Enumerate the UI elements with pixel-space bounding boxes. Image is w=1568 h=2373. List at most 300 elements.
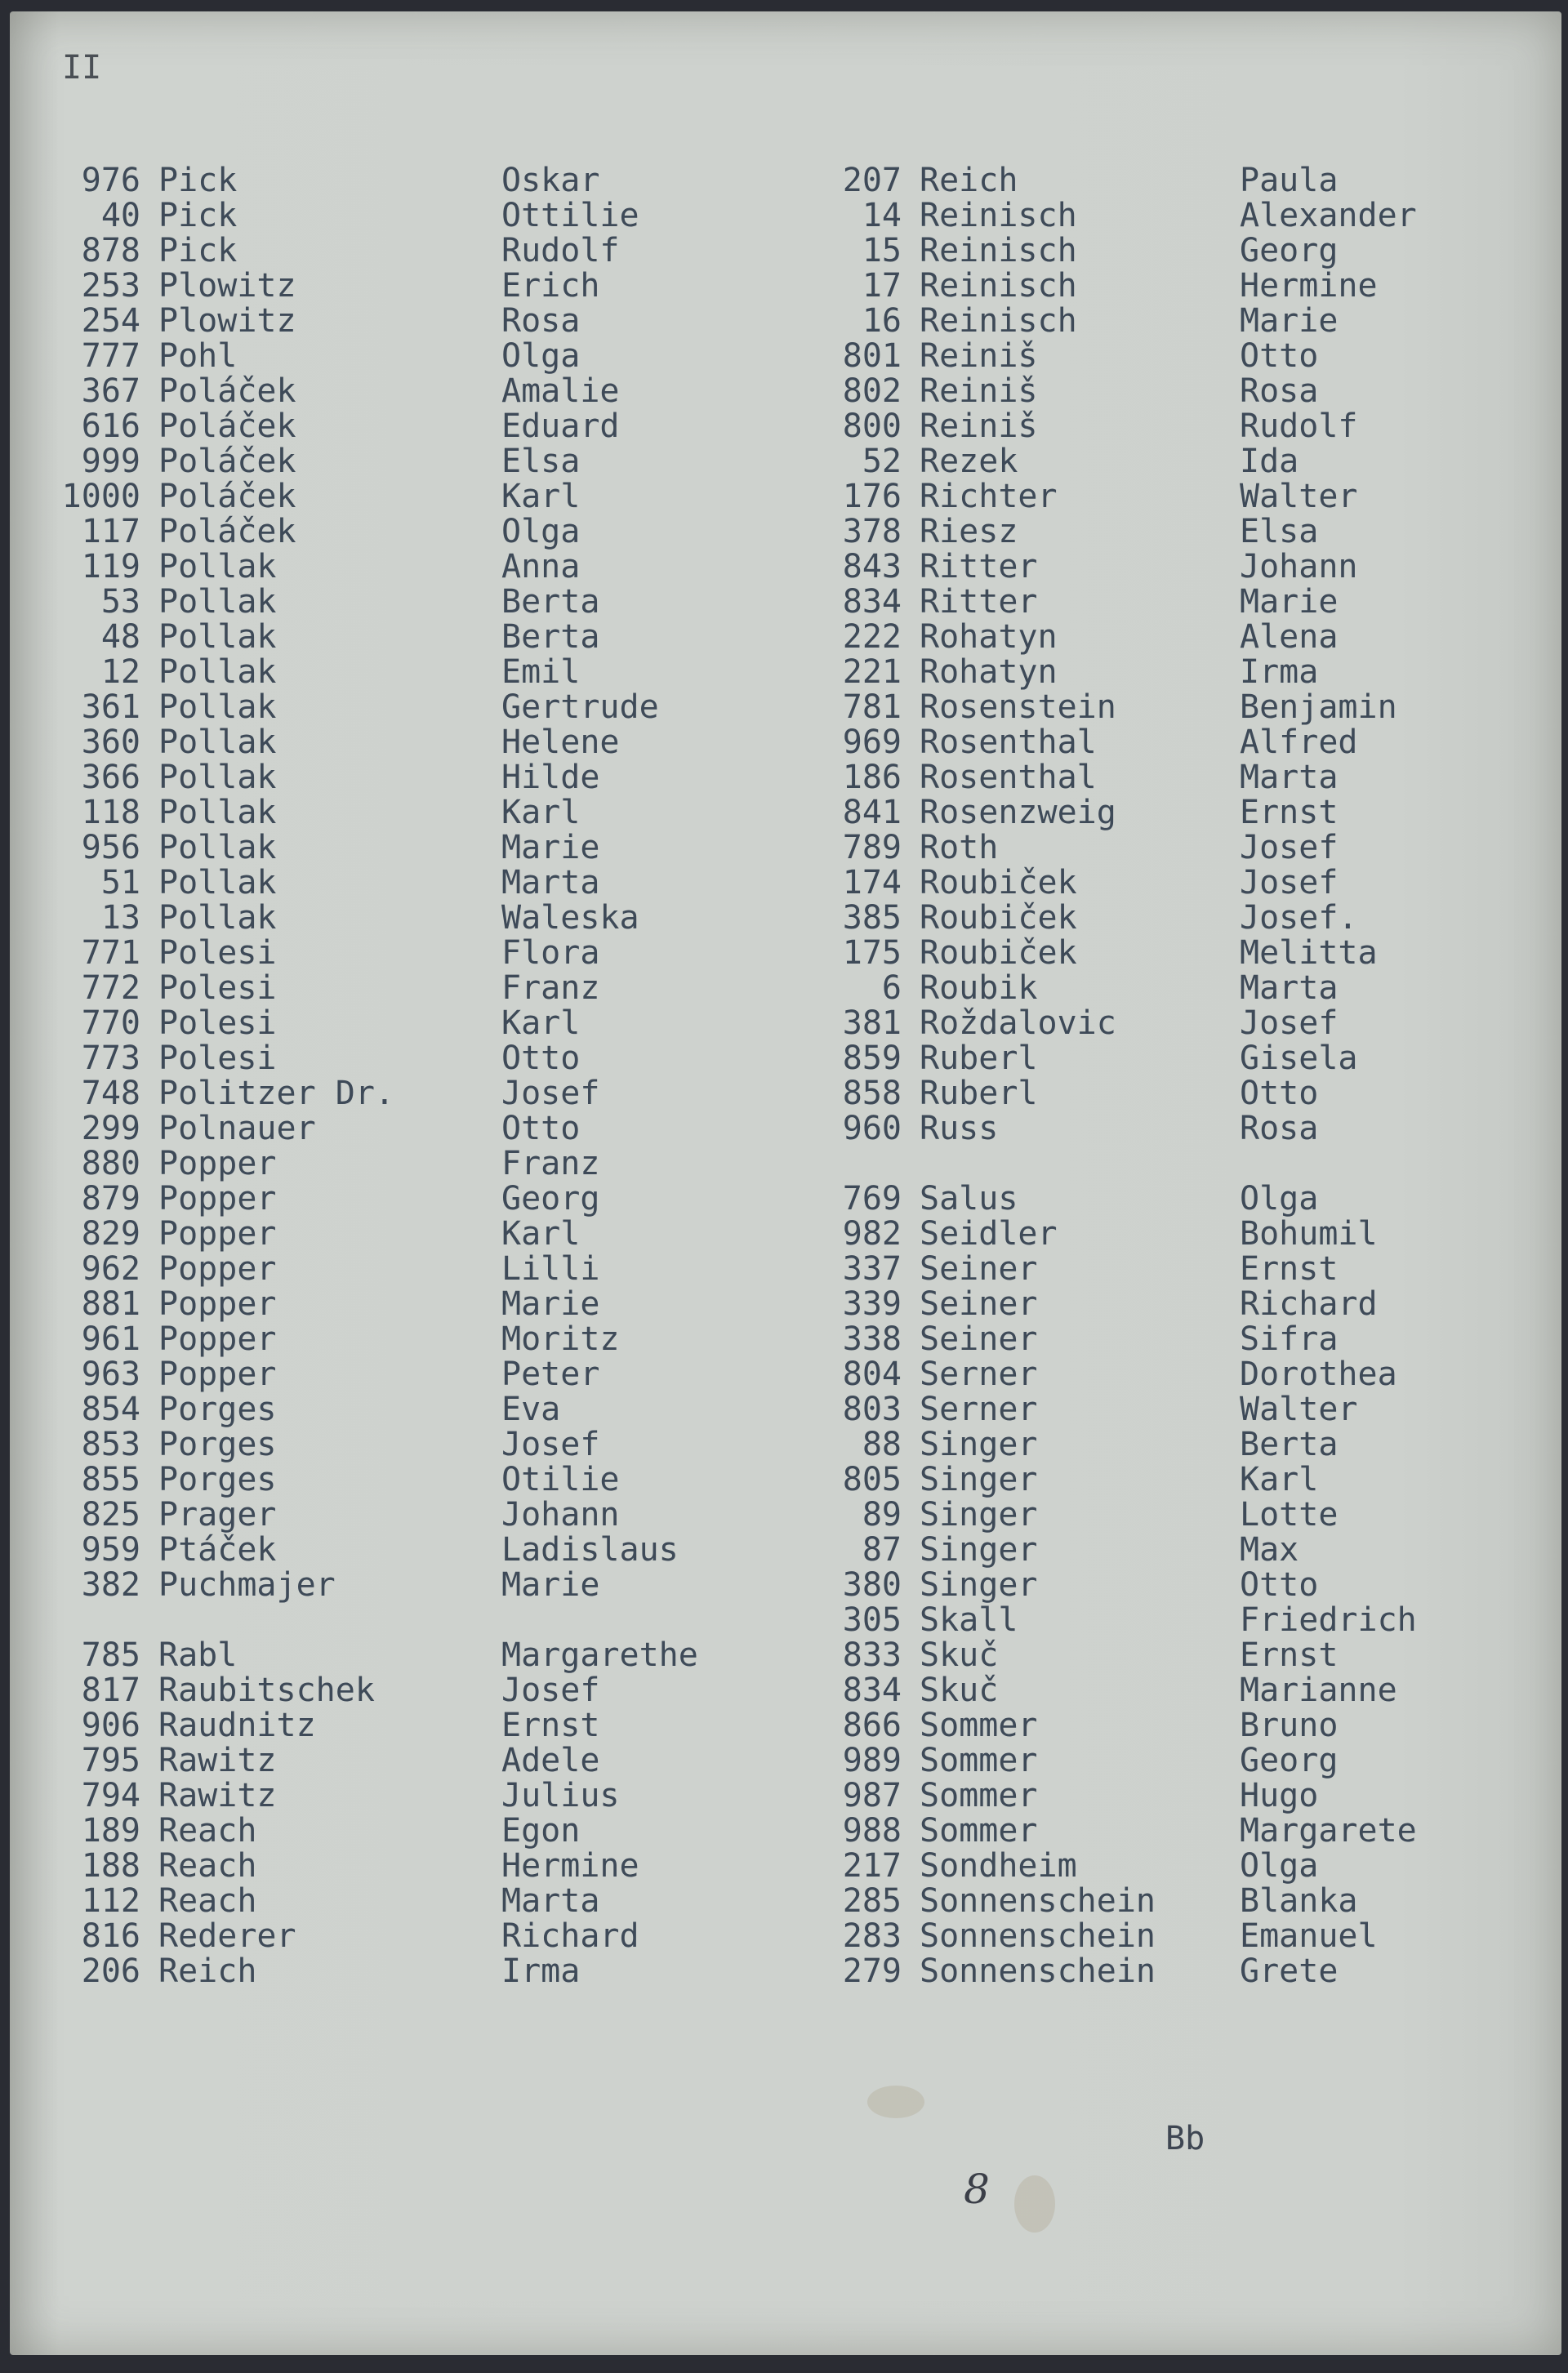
handwritten-page-number: 8 — [964, 2166, 990, 2213]
list-entry-row — [794, 655, 1509, 690]
entry-surname: Plowitz — [158, 267, 296, 305]
list-entry-row — [34, 830, 771, 866]
entry-surname: Popper — [158, 1250, 277, 1288]
entry-given-name: Blanka — [1240, 1882, 1358, 1920]
entry-given-name: Johann — [1240, 548, 1358, 585]
entry-number: 254 — [81, 302, 140, 340]
entry-given-name: Olga — [1240, 1847, 1319, 1885]
list-entry-row — [794, 1463, 1509, 1498]
entry-given-name: Berta — [501, 583, 600, 621]
entry-number: 982 — [842, 1215, 902, 1253]
list-entry-row — [794, 1357, 1509, 1392]
entry-surname: Sondheim — [920, 1847, 1077, 1885]
entry-given-name: Gisela — [1240, 1040, 1358, 1077]
paper-stain — [867, 2086, 924, 2118]
entry-surname: Popper — [158, 1215, 277, 1253]
entry-surname: Rosenstein — [920, 688, 1116, 726]
entry-surname: Rosenthal — [920, 759, 1097, 796]
entry-number: 378 — [842, 513, 902, 550]
entry-number: 960 — [842, 1110, 902, 1147]
entry-number: 221 — [842, 653, 902, 691]
entry-surname: Seiner — [920, 1285, 1038, 1323]
entry-number: 189 — [81, 1812, 140, 1850]
list-entry-row — [34, 760, 771, 795]
entry-surname: Ritter — [920, 583, 1038, 621]
entry-given-name: Melitta — [1240, 934, 1378, 972]
list-entry-row — [794, 620, 1509, 655]
entry-surname: Rabl — [158, 1636, 238, 1674]
entry-surname: Poláček — [158, 407, 296, 445]
list-entry-row — [34, 1322, 771, 1357]
entry-number: 6 — [881, 969, 902, 1007]
list-entry-row — [794, 1533, 1509, 1568]
entry-number: 816 — [81, 1917, 140, 1955]
entry-given-name: Josef — [501, 1672, 600, 1709]
list-entry-row — [34, 1427, 771, 1463]
list-entry-row — [34, 1357, 771, 1392]
entry-number: 207 — [842, 162, 902, 199]
entry-given-name: Emil — [501, 653, 581, 691]
entry-surname: Sonnenschein — [920, 1917, 1156, 1955]
list-entry-row — [34, 1392, 771, 1427]
entry-surname: Porges — [158, 1426, 277, 1463]
entry-number: 834 — [842, 1672, 902, 1709]
entry-number: 795 — [81, 1742, 140, 1779]
entry-given-name: Julius — [501, 1777, 620, 1814]
entry-number: 771 — [81, 934, 140, 972]
entry-number: 382 — [81, 1566, 140, 1604]
list-entry-row — [794, 1111, 1509, 1146]
entry-surname: Poláček — [158, 372, 296, 410]
entry-given-name: Alexander — [1240, 197, 1417, 234]
entry-number: 361 — [81, 688, 140, 726]
entry-given-name: Berta — [501, 618, 600, 656]
entry-number: 841 — [842, 794, 902, 831]
entry-given-name: Walter — [1240, 1391, 1358, 1428]
name-list-left-column — [34, 163, 771, 1989]
entry-number: 804 — [842, 1356, 902, 1393]
entry-surname: Porges — [158, 1461, 277, 1498]
entry-number: 338 — [842, 1320, 902, 1358]
entry-number: 15 — [862, 232, 902, 269]
entry-surname: Pohl — [158, 337, 238, 375]
list-entry-row — [34, 1884, 771, 1919]
entry-surname: Sonnenschein — [920, 1952, 1156, 1990]
list-entry-row — [794, 1392, 1509, 1427]
entry-surname: Rohatyn — [920, 653, 1058, 691]
entry-given-name: Helene — [501, 723, 620, 761]
entry-surname: Rederer — [158, 1917, 296, 1955]
list-entry-row — [794, 1849, 1509, 1884]
entry-surname: Singer — [920, 1496, 1038, 1534]
entry-surname: Pollak — [158, 723, 277, 761]
list-entry-row — [794, 1603, 1509, 1638]
name-list-right-column — [794, 163, 1509, 1989]
list-entry-row — [34, 620, 771, 655]
list-entry-row — [794, 1673, 1509, 1708]
entry-given-name: Oskar — [501, 162, 600, 199]
list-entry-row — [34, 234, 771, 269]
entry-surname: Reinisch — [920, 197, 1077, 234]
entry-given-name: Adele — [501, 1742, 600, 1779]
list-entry-row — [794, 1498, 1509, 1533]
entry-given-name: Eva — [501, 1391, 561, 1428]
entry-surname: Ptáček — [158, 1531, 277, 1569]
list-entry-row — [794, 1076, 1509, 1111]
list-entry-row — [34, 1814, 771, 1849]
entry-number: 770 — [81, 1004, 140, 1042]
list-entry-row — [34, 1743, 771, 1779]
entry-given-name: Bruno — [1240, 1707, 1339, 1744]
list-entry-row — [34, 655, 771, 690]
entry-number: 800 — [842, 407, 902, 445]
entry-surname: Rosenzweig — [920, 794, 1116, 831]
entry-given-name: Marianne — [1240, 1672, 1397, 1709]
entry-surname: Porges — [158, 1391, 277, 1428]
list-entry-row — [34, 1252, 771, 1287]
list-entry-row — [794, 339, 1509, 374]
list-entry-row — [794, 374, 1509, 409]
entry-surname: Popper — [158, 1285, 277, 1323]
entry-given-name: Rosa — [501, 302, 581, 340]
entry-given-name: Erich — [501, 267, 600, 305]
entry-given-name: Grete — [1240, 1952, 1339, 1990]
entry-number: 969 — [842, 723, 902, 761]
entry-given-name: Olga — [501, 513, 581, 550]
entry-surname: Reiniš — [920, 407, 1038, 445]
entry-given-name: Elsa — [501, 443, 581, 480]
entry-number: 40 — [100, 197, 140, 234]
list-entry-row — [794, 479, 1509, 514]
entry-surname: Pick — [158, 162, 238, 199]
list-entry-row — [34, 409, 771, 444]
entry-number: 14 — [862, 197, 902, 234]
entry-surname: Skall — [920, 1601, 1018, 1639]
list-entry-row — [794, 198, 1509, 234]
list-entry-row — [794, 971, 1509, 1006]
entry-surname: Rosenthal — [920, 723, 1097, 761]
entry-surname: Sommer — [920, 1742, 1038, 1779]
entry-surname: Roubiček — [920, 934, 1077, 972]
entry-number: 616 — [81, 407, 140, 445]
entry-surname: Singer — [920, 1461, 1038, 1498]
entry-surname: Sommer — [920, 1812, 1038, 1850]
entry-number: 834 — [842, 583, 902, 621]
list-entry-row — [34, 901, 771, 936]
entry-given-name: Otto — [1240, 337, 1319, 375]
entry-given-name: Lilli — [501, 1250, 600, 1288]
entry-number: 17 — [862, 267, 902, 305]
entry-number: 118 — [81, 794, 140, 831]
entry-given-name: Josef. — [1240, 899, 1358, 937]
entry-number: 801 — [842, 337, 902, 375]
footer-mark: Bb — [1165, 2120, 1205, 2157]
list-entry-row — [34, 1533, 771, 1568]
entry-given-name: Ernst — [1240, 1636, 1339, 1674]
entry-number: 987 — [842, 1777, 902, 1814]
entry-number: 337 — [842, 1250, 902, 1288]
list-entry-row — [794, 936, 1509, 971]
entry-surname: Raudnitz — [158, 1707, 316, 1744]
section-gap — [34, 1603, 771, 1638]
entry-given-name: Otto — [1240, 1566, 1319, 1604]
entry-surname: Popper — [158, 1145, 277, 1182]
entry-given-name: Peter — [501, 1356, 600, 1393]
entry-surname: Serner — [920, 1356, 1038, 1393]
list-entry-row — [794, 1638, 1509, 1673]
entry-given-name: Olga — [501, 337, 581, 375]
entry-number: 366 — [81, 759, 140, 796]
list-entry-row — [794, 585, 1509, 620]
list-entry-row — [34, 1463, 771, 1498]
list-entry-row — [34, 1568, 771, 1603]
entry-number: 956 — [81, 829, 140, 866]
entry-given-name: Karl — [1240, 1461, 1319, 1498]
entry-given-name: Georg — [1240, 232, 1339, 269]
list-entry-row — [34, 971, 771, 1006]
entry-number: 305 — [842, 1601, 902, 1639]
entry-number: 962 — [81, 1250, 140, 1288]
entry-surname: Ruberl — [920, 1040, 1038, 1077]
entry-given-name: Elsa — [1240, 513, 1319, 550]
entry-number: 773 — [81, 1040, 140, 1077]
entry-given-name: Johann — [501, 1496, 620, 1534]
entry-number: 959 — [81, 1531, 140, 1569]
entry-number: 859 — [842, 1040, 902, 1077]
entry-given-name: Ernst — [1240, 1250, 1339, 1288]
entry-surname: Reiniš — [920, 337, 1038, 375]
entry-number: 1000 — [61, 478, 140, 515]
entry-given-name: Otto — [1240, 1075, 1319, 1112]
list-entry-row — [34, 1146, 771, 1182]
entry-given-name: Josef — [501, 1426, 600, 1463]
entry-number: 299 — [81, 1110, 140, 1147]
list-entry-row — [34, 725, 771, 760]
entry-given-name: Emanuel — [1240, 1917, 1378, 1955]
entry-number: 999 — [81, 443, 140, 480]
entry-surname: Russ — [920, 1110, 999, 1147]
entry-number: 285 — [842, 1882, 902, 1920]
list-entry-row — [34, 1779, 771, 1814]
entry-surname: Roubiček — [920, 864, 1077, 902]
list-entry-row — [794, 1743, 1509, 1779]
entry-number: 48 — [100, 618, 140, 656]
list-entry-row — [794, 1779, 1509, 1814]
entry-surname: Reich — [158, 1952, 257, 1990]
entry-surname: Pollak — [158, 688, 277, 726]
list-entry-row — [34, 479, 771, 514]
entry-given-name: Anna — [501, 548, 581, 585]
entry-given-name: Bohumil — [1240, 1215, 1378, 1253]
entry-surname: Politzer Dr. — [158, 1075, 394, 1112]
entry-surname: Roth — [920, 829, 999, 866]
entry-number: 51 — [100, 864, 140, 902]
entry-given-name: Alfred — [1240, 723, 1358, 761]
entry-number: 12 — [100, 653, 140, 691]
entry-surname: Reinisch — [920, 302, 1077, 340]
entry-given-name: Franz — [501, 1145, 600, 1182]
entry-number: 174 — [842, 864, 902, 902]
list-entry-row — [794, 1006, 1509, 1041]
list-entry-row — [794, 690, 1509, 725]
entry-number: 879 — [81, 1180, 140, 1218]
entry-number: 988 — [842, 1812, 902, 1850]
list-entry-row — [34, 1638, 771, 1673]
list-entry-row — [34, 936, 771, 971]
entry-surname: Pollak — [158, 794, 277, 831]
list-entry-row — [34, 795, 771, 830]
list-entry-row — [34, 1919, 771, 1954]
entry-given-name: Josef — [1240, 864, 1339, 902]
entry-given-name: Marie — [1240, 583, 1339, 621]
entry-surname: Singer — [920, 1566, 1038, 1604]
entry-given-name: Dorothea — [1240, 1356, 1397, 1393]
entry-given-name: Friedrich — [1240, 1601, 1417, 1639]
entry-surname: Raubitschek — [158, 1672, 375, 1709]
list-entry-row — [34, 444, 771, 479]
entry-number: 117 — [81, 513, 140, 550]
entry-number: 283 — [842, 1917, 902, 1955]
entry-number: 817 — [81, 1672, 140, 1709]
entry-number: 858 — [842, 1075, 902, 1112]
list-entry-row — [794, 830, 1509, 866]
list-entry-row — [794, 1041, 1509, 1076]
entry-surname: Pollak — [158, 864, 277, 902]
entry-surname: Polesi — [158, 1004, 277, 1042]
list-entry-row — [34, 514, 771, 550]
entry-surname: Skuč — [920, 1672, 999, 1709]
entry-given-name: Moritz — [501, 1320, 620, 1358]
entry-given-name: Karl — [501, 794, 581, 831]
entry-surname: Riesz — [920, 513, 1018, 550]
entry-number: 88 — [862, 1426, 902, 1463]
entry-number: 880 — [81, 1145, 140, 1182]
entry-given-name: Max — [1240, 1531, 1299, 1569]
entry-number: 853 — [81, 1426, 140, 1463]
list-entry-row — [794, 725, 1509, 760]
entry-number: 989 — [842, 1742, 902, 1779]
entry-number: 906 — [81, 1707, 140, 1744]
entry-surname: Rohatyn — [920, 618, 1058, 656]
entry-number: 881 — [81, 1285, 140, 1323]
entry-given-name: Richard — [501, 1917, 639, 1955]
entry-given-name: Gertrude — [501, 688, 659, 726]
entry-given-name: Rudolf — [1240, 407, 1358, 445]
entry-given-name: Marie — [501, 1285, 600, 1323]
entry-surname: Seidler — [920, 1215, 1058, 1253]
entry-surname: Sommer — [920, 1777, 1038, 1814]
entry-given-name: Otto — [501, 1110, 581, 1147]
list-entry-row — [34, 304, 771, 339]
entry-number: 976 — [81, 162, 140, 199]
entry-number: 769 — [842, 1180, 902, 1218]
entry-surname: Reach — [158, 1847, 257, 1885]
entry-surname: Pollak — [158, 759, 277, 796]
entry-given-name: Franz — [501, 969, 600, 1007]
entry-number: 188 — [81, 1847, 140, 1885]
entry-surname: Rezek — [920, 443, 1018, 480]
entry-given-name: Hermine — [501, 1847, 639, 1885]
entry-given-name: Waleska — [501, 899, 639, 937]
entry-given-name: Paula — [1240, 162, 1339, 199]
entry-surname: Poláček — [158, 513, 296, 550]
entry-given-name: Marta — [1240, 969, 1339, 1007]
entry-given-name: Karl — [501, 1004, 581, 1042]
entry-given-name: Richard — [1240, 1285, 1378, 1323]
entry-surname: Reach — [158, 1882, 257, 1920]
list-entry-row — [34, 1182, 771, 1217]
list-entry-row — [34, 1076, 771, 1111]
entry-surname: Popper — [158, 1320, 277, 1358]
list-entry-row — [34, 269, 771, 304]
entry-surname: Ruberl — [920, 1075, 1038, 1112]
entry-surname: Sommer — [920, 1707, 1038, 1744]
entry-surname: Pollak — [158, 829, 277, 866]
entry-surname: Pick — [158, 197, 238, 234]
entry-surname: Rawitz — [158, 1777, 277, 1814]
entry-surname: Polesi — [158, 1040, 277, 1077]
entry-given-name: Egon — [501, 1812, 581, 1850]
entry-given-name: Benjamin — [1240, 688, 1397, 726]
entry-number: 805 — [842, 1461, 902, 1498]
entry-given-name: Rosa — [1240, 372, 1319, 410]
entry-number: 217 — [842, 1847, 902, 1885]
entry-given-name: Marie — [501, 1566, 600, 1604]
paper-stain — [1014, 2175, 1055, 2233]
list-entry-row — [794, 1427, 1509, 1463]
entry-number: 87 — [862, 1531, 902, 1569]
entry-given-name: Marta — [1240, 759, 1339, 796]
entry-number: 380 — [842, 1566, 902, 1604]
entry-number: 89 — [862, 1496, 902, 1534]
entry-number: 53 — [100, 583, 140, 621]
entry-given-name: Lotte — [1240, 1496, 1339, 1534]
page-section-marker: II — [62, 49, 102, 87]
list-entry-row — [794, 1322, 1509, 1357]
entry-number: 825 — [81, 1496, 140, 1534]
entry-surname: Roždalovic — [920, 1004, 1116, 1042]
list-entry-row — [34, 550, 771, 585]
entry-surname: Poláček — [158, 478, 296, 515]
list-entry-row — [794, 444, 1509, 479]
list-entry-row — [34, 1217, 771, 1252]
list-entry-row — [794, 1287, 1509, 1322]
entry-given-name: Josef — [1240, 1004, 1339, 1042]
entry-surname: Sonnenschein — [920, 1882, 1156, 1920]
entry-number: 878 — [81, 232, 140, 269]
entry-surname: Pick — [158, 232, 238, 269]
entry-number: 803 — [842, 1391, 902, 1428]
entry-number: 829 — [81, 1215, 140, 1253]
list-entry-row — [34, 1287, 771, 1322]
list-entry-row — [34, 1498, 771, 1533]
list-entry-row — [794, 760, 1509, 795]
entry-surname: Skuč — [920, 1636, 999, 1674]
list-entry-row — [794, 866, 1509, 901]
entry-number: 833 — [842, 1636, 902, 1674]
entry-given-name: Hugo — [1240, 1777, 1319, 1814]
entry-given-name: Marie — [501, 829, 600, 866]
entry-surname: Puchmajer — [158, 1566, 336, 1604]
entry-given-name: Josef — [1240, 829, 1339, 866]
list-entry-row — [794, 1568, 1509, 1603]
entry-surname: Pollak — [158, 618, 277, 656]
list-entry-row — [794, 514, 1509, 550]
list-entry-row — [34, 1006, 771, 1041]
entry-given-name: Olga — [1240, 1180, 1319, 1218]
entry-surname: Singer — [920, 1426, 1038, 1463]
entry-number: 785 — [81, 1636, 140, 1674]
